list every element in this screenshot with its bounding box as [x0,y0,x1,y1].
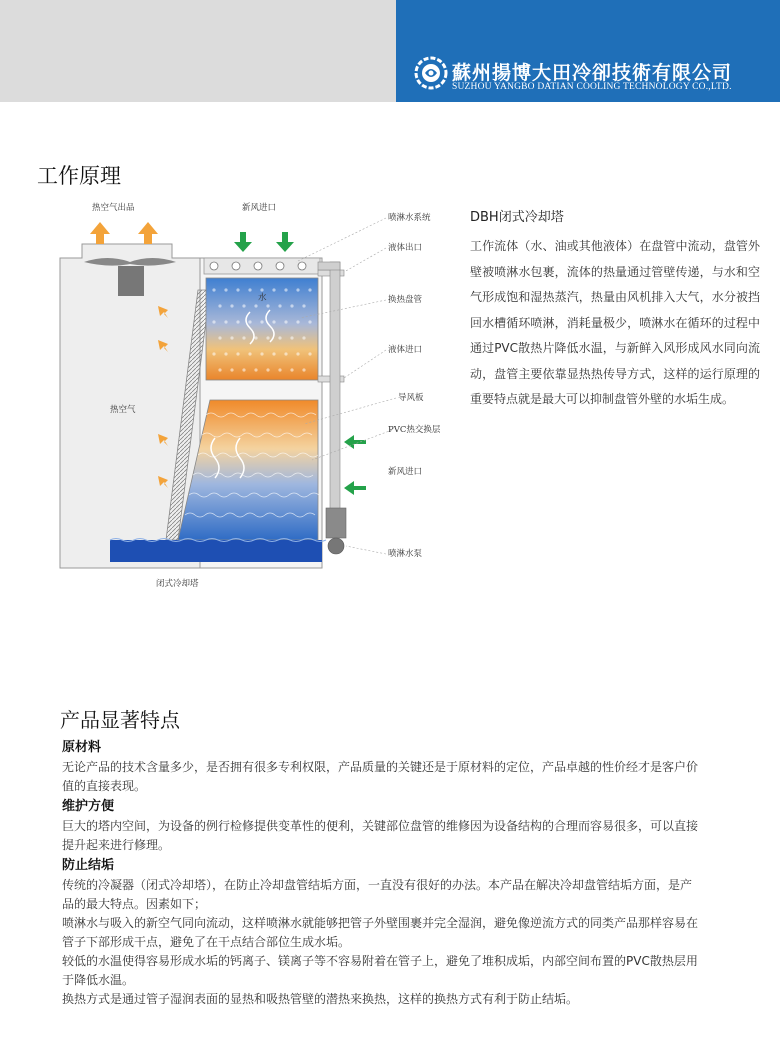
label-fresh-air-in-top: 新风进口 [242,203,277,213]
spray-pump-body [326,508,346,538]
company-name-en: SUZHOU YANGBO DATIAN COOLING TECHNOLOGY CO.,LTD. [452,82,732,92]
label-pvc-layer: PVC热交换层 [388,425,441,435]
feature-paragraph: 换热方式是通过管子湿润表面的显热和吸热管壁的潜热来换热，这样的换热方式有利于防止结垢。 [62,992,579,1006]
section-title-features: 产品显著特点 [60,708,180,732]
spray-pipe-top [318,262,340,270]
label-hot-air-out: 热空气出品 [92,203,135,213]
fresh-air-side-arrow-icons [344,435,366,495]
company-logo-icon [414,56,448,90]
feature-paragraph: 较低的水温使得容易形成水垢的钙离子、镁离子等不容易附着在管子上，避免了堆积成垢，内部空间布置的PVC散热层用于降低水温。 [62,954,698,987]
label-coil: 换热盘管 [388,295,423,305]
spray-pump-motor [328,538,344,554]
label-spray-pump: 喷淋水泵 [388,549,423,559]
feature-paragraph: 传统的冷凝器（闭式冷却塔），在防止冷却盘管结垢方面，一直没有很好的办法。本产品在解决冷却盘管结垢方面，是产品的最大特点。因素如下； [62,878,693,911]
feature-raw-materials [62,738,702,796]
feature-heading: 维护方便 [62,799,115,814]
coil-water-char: 水 [258,293,267,303]
feature-easy-maintenance [62,797,702,855]
fresh-air-top-arrow-icons [234,232,294,252]
label-liquid-inlet: 液体进口 [388,345,423,355]
product-title: DBH闭式冷却塔 [470,210,564,225]
section-title-working-principle: 工作原理 [37,164,121,188]
cooling-tower-diagram [0,180,470,600]
feature-anti-scaling [62,856,702,1009]
header-left-band [0,0,396,102]
feature-heading: 防止结垢 [62,858,115,873]
water-basin [110,540,322,562]
fan-motor [118,266,144,296]
hot-air-out-arrow-icons [90,222,158,244]
label-liquid-outlet: 液体出口 [388,243,423,253]
feature-paragraph: 无论产品的技术含量多少，是否拥有很多专利权限，产品质量的关键还是于原材料的定位，产品卓越的性价经才是客户价值的直接表现。 [62,760,699,793]
feature-heading: 原材料 [62,740,102,755]
label-deflector: 导风板 [398,393,424,403]
principle-description: 工作流体（水、油或其他液体）在盘管中流动，盘管外壁被喷淋水包裹，流体的热量通过管壁传递，与水和空气形成饱和湿热蒸汽，热量由风机排入大气，水分被挡回水槽循环喷淋，消耗量极少，喷淋水在循环的过程中通过PVC散热片降低水温，与新鲜入风形成风水同向流动，盘管主要依靠显热热传导方式，这样的运行原理的重要特点就是最大可以抑制盘管外壁的水垢生成。 [470,239,760,406]
spray-riser-pipe [330,262,340,510]
feature-paragraph: 喷淋水与吸入的新空气同向流动，这样喷淋水就能够把管子外壁围裹并完全湿润，避免像逆流方式的同类产品那样容易在管子下部形成干点，避免了在干点结合部位生成水垢。 [62,916,699,949]
company-name-cn: 蘇州揚博大田冷卻技術有限公司 [452,62,733,84]
label-hot-air: 热空气 [110,405,136,415]
label-closed-tower: 闭式冷却塔 [156,579,199,589]
label-fresh-air-in-side: 新风进口 [388,467,423,477]
label-spray-system: 喷淋水系统 [388,213,431,223]
feature-paragraph: 巨大的塔内空间，为设备的例行检修提供变革性的便利，关键部位盘管的维修因为设备结构的合理而容易很多，可以直接提升起来进行修理。 [62,819,699,852]
